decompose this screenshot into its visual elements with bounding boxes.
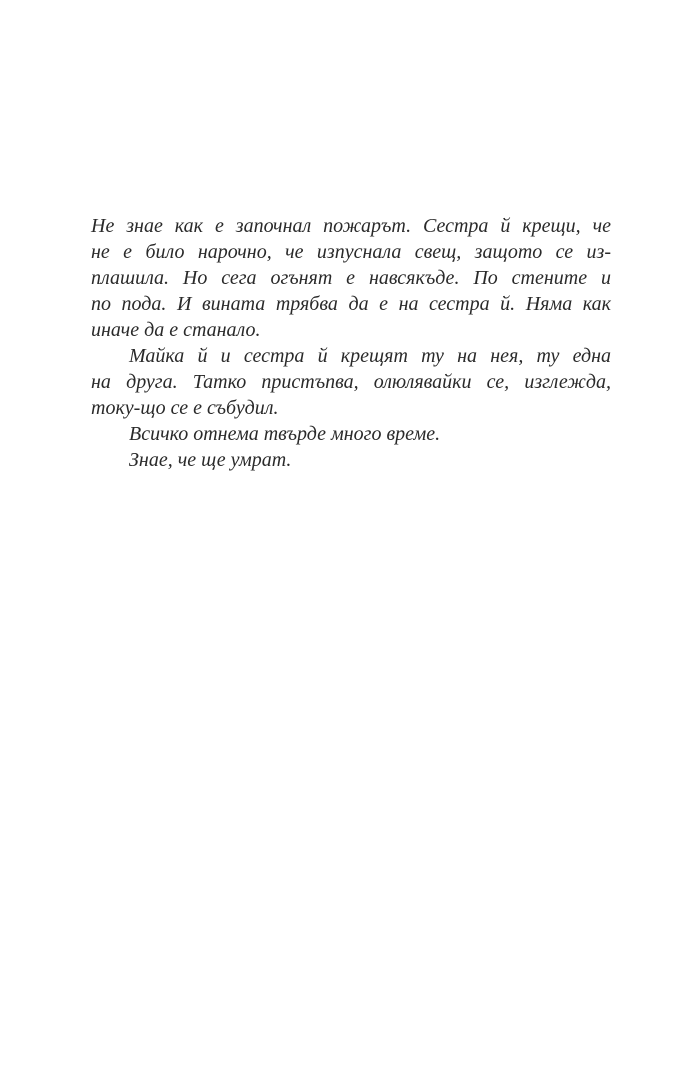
text-line: плашила. Но сега огънят е навсякъде. По стените и [91, 267, 611, 289]
body-text [91, 213, 611, 473]
text-line: по пода. И вината трябва да е на сестра й. Няма как [91, 293, 611, 315]
paragraph-4 [91, 447, 611, 473]
text-line: Знае, че ще умрат. [129, 449, 292, 471]
text-line: на друга. Татко пристъпва, олюлявайки се, изглежда, [91, 371, 611, 393]
text-line: Майка й и сестра й крещят ту на нея, ту една [129, 345, 611, 367]
paragraph-1 [91, 213, 611, 343]
text-line: току-що се е събудил. [91, 397, 279, 419]
paragraph-2 [91, 343, 611, 421]
paragraph-3 [91, 421, 611, 447]
text-line: Всичко отнема твърде много време. [129, 423, 441, 445]
text-line: не е било нарочно, че изпуснала свещ, защото се из- [91, 241, 611, 263]
text-line: иначе да е станало. [91, 319, 261, 341]
text-line: Не знае как е започнал пожарът. Сестра й крещи, че [91, 215, 611, 237]
